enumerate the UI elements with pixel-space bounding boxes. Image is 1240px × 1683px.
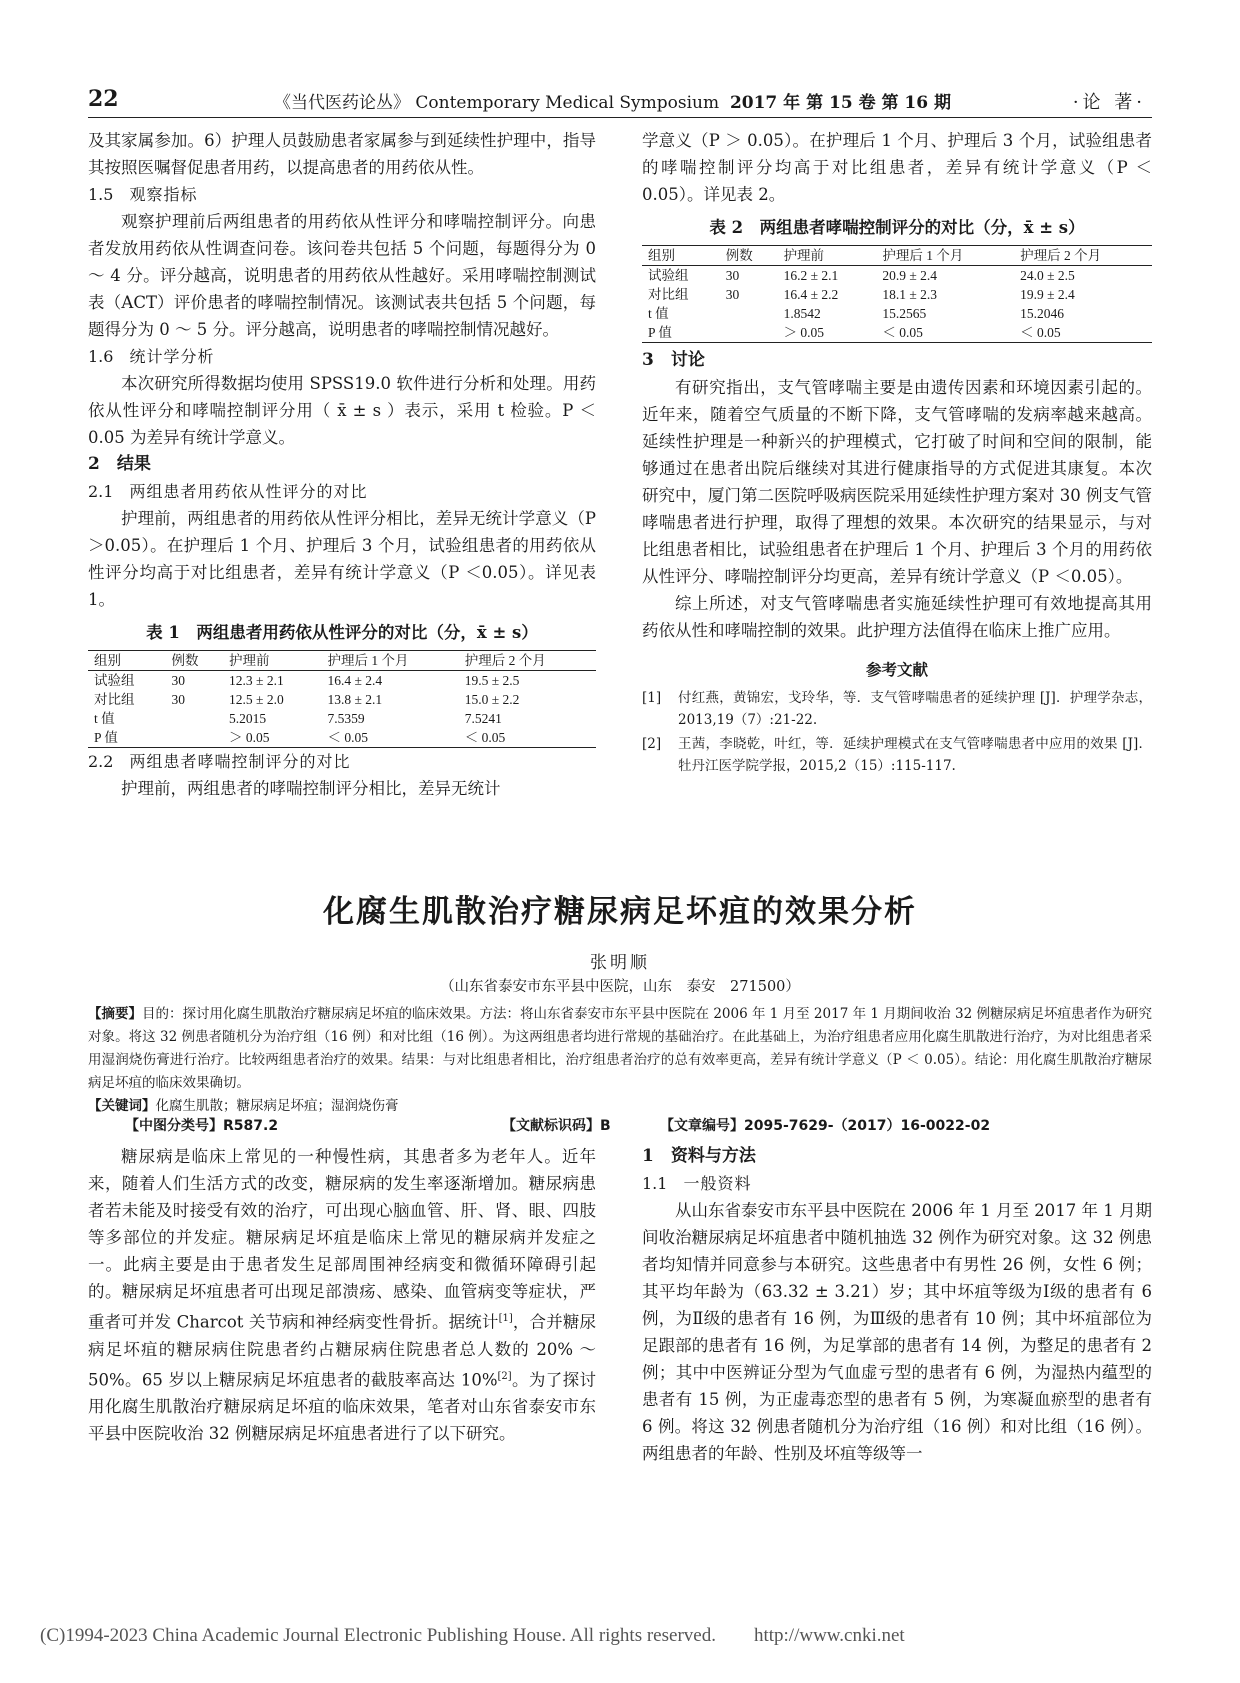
table-row: 试验组 30 12.3 ± 2.1 16.4 ± 2.4 19.5 ± 2.5 (94, 673, 520, 688)
article-author: 张明顺 (590, 953, 650, 973)
paragraph: 从山东省泰安市东平县中医院在 2006 年 1 月至 2017 年 1 月期间收治糖尿病足坏疽患者中随机抽选 32 例作为研究对象。这 32 例患者均知情并同意参与本研究。这些患者中有男性 26 例，女性 6 例；其平均年龄为（63.32 ± 3.21）岁；其中坏疽等级为Ⅰ级的患者有 6 例，为Ⅱ级的患者有 16 例，为Ⅲ级的患者有 10 例；其中坏疽部位为足跟部的患者有 16 例，为足掌部的患者有 14 例，为整足的患者有 2 例；其中中医辨证分型为气血虚亏型的患者有 6 例，为湿热内蕴型的患者有 15 例，为正虚毒恋型的患者有 5 例，为寒凝血瘀型的患者有 6 例。将这 32 例患者随机分为治疗组（16 例）和对比组（16 例）。两组患者的年龄、性别及坏疽等级等一 (642, 1201, 1152, 1463)
table-row: P 值 ＞ 0.05 ＜ 0.05 ＜ 0.05 (642, 323, 1152, 343)
section-heading-1-6: 1.6 统计学分析 (88, 347, 215, 366)
table2 (642, 245, 1152, 343)
header-rule (88, 117, 1152, 118)
section-heading-2: 2 结果 (88, 454, 151, 474)
issue-info: 2017 年 第 15 卷 第 16 期 (729, 93, 951, 113)
table-row: P 值 ＞ 0.05 ＜ 0.05 ＜ 0.05 (88, 728, 596, 748)
table-row: 对比组 30 12.5 ± 2.0 13.8 ± 2.1 15.0 ± 2.2 (94, 692, 520, 707)
section-heading-3: 3 讨论 (642, 350, 705, 370)
paragraph: 综上所述，对支气管哮喘患者实施延续性护理可有效地提高其用药依从性和哮喘控制的效果。此护理方法值得在临床上推广应用。 (642, 594, 1152, 640)
section-heading-2-1: 2.1 两组患者用药依从性评分的对比 (88, 482, 368, 501)
article-title: 化腐生肌散治疗糖尿病足坏疽的效果分析 (323, 894, 917, 930)
table-row: 对比组 30 16.4 ± 2.2 18.1 ± 2.3 19.9 ± 2.4 (648, 287, 1075, 302)
paragraph: 本次研究所得数据均使用 SPSS19.0 软件进行分析和处理。用药依从性评分和哮喘控制评分用（ x̄ ± s ）表示，采用 t 检验。P ＜ 0.05 为差异有统计学意义。 (88, 374, 596, 447)
right-column-bottom (642, 1143, 1152, 1467)
paragraph: 及其家属参加。6）护理人员鼓励患者家属参与到延续性护理中，指导其按照医嘱督促患者用药，以提高患者的用药依从性。 (88, 131, 596, 177)
table2-caption: 表 2 两组患者哮喘控制评分的对比（分，x̄ ± s） (709, 218, 1085, 237)
document-code: 【文献标识码】B (502, 1118, 611, 1134)
journal-name-en: Contemporary Medical Symposium (415, 93, 720, 113)
classification-number: 【中图分类号】R587.2 (125, 1118, 279, 1134)
table-row: t 值 5.2015 7.5359 7.5241 (94, 711, 502, 726)
copyright-footer: (C)1994-2023 China Academic Journal Electronic Publishing House. All rights reserved. http://www.cnki.net (40, 1625, 905, 1646)
journal-name-cn: 《当代医药论丛》 (274, 93, 410, 113)
paragraph: 糖尿病是临床上常见的一种慢性病，其患者多为老年人。近年来，随着人们生活方式的改变，糖尿病的发生率逐渐增加。糖尿病患者若未能及时接受有效的治疗，可出现心脑血管、肝、肾、眼、四肢等多部位的并发症。糖尿病足坏疽是临床上常见的糖尿病并发症之一。此病主要是由于患者发生足部周围神经病变和微循环障碍引起的。糖尿病足坏疽患者可出现足部溃疡、感染、血管病变等症状，严重者可并发 Charcot 关节病和神经病变性骨折。据统计[1]，合并糖尿病足坏疽的糖尿病住院患者约占糖尿病住院患者总人数的 20% ～ 50%。65 岁以上糖尿病足坏疽患者的截肢率高达 10%[2]。为了探讨用化腐生肌散治疗糖尿病足坏疽的临床效果，笔者对山东省泰安市东平县中医院收治 32 例糖尿病足坏疽患者进行了以下研究。 (88, 1147, 596, 1443)
table-header-row: 组别 例数 护理前 护理后 1 个月 护理后 2 个月 (88, 651, 596, 671)
abstract: 【摘要】目的：探讨用化腐生肌散治疗糖尿病足坏疽的临床效果。方法：将山东省泰安市东平县中医院在 2006 年 1 月至 2017 年 1 月期间收治 32 例糖尿病足坏疽患者作为研究对象。将这 32 例患者随机分为治疗组（16 例）和对比组（16 例）。为这两组患者均进行常规的基础治疗。在此基础上，为治疗组患者应用化腐生肌散进行治疗，为对比组患者采用湿润烧伤膏进行治疗。比较两组患者治疗的效果。结果：与对比组患者相比，治疗组患者治疗的总有效率更高，差异有统计学意义（P ＜ 0.05）。结论：用化腐生肌散治疗糖尿病足坏疽的临床效果确切。 (88, 1006, 1153, 1091)
paragraph: 观察护理前后两组患者的用药依从性评分和哮喘控制评分。向患者发放用药依从性调查问卷。该问卷共包括 5 个问题，每题得分为 0 ～ 4 分。评分越高，说明患者的用药依从性越好。采用哮喘控制测试表（ACT）评价患者的哮喘控制情况。该测试表共包括 5 个问题，每题得分为 0 ～ 5 分。评分越高，说明患者的哮喘控制情况越好。 (88, 212, 596, 339)
page-number: 22 (88, 86, 119, 112)
table1 (88, 650, 596, 748)
article-affiliation: （山东省泰安市东平县中医院，山东 泰安 271500） (440, 979, 800, 995)
section-heading-2-2: 2.2 两组患者哮喘控制评分的对比 (88, 752, 351, 771)
references-heading: 参考文献 (865, 660, 928, 679)
section-heading-1-1: 1.1 一般资料 (642, 1174, 752, 1193)
table-row: 试验组 30 16.2 ± 2.1 20.9 ± 2.4 24.0 ± 2.5 (648, 268, 1075, 283)
section-label: ·论 著· (1072, 92, 1146, 113)
paragraph: 护理前，两组患者的用药依从性评分相比，差异无统计学意义（P ＞0.05）。在护理后 1 个月、护理后 3 个月，试验组患者的用药依从性评分均高于对比组患者，差异有统计学意义（P ＜0.05）。详见表 1。 (88, 509, 596, 609)
right-column-top (642, 127, 1152, 779)
reference-item: [1] 付红燕，黄锦宏，戈玲华，等．支气管哮喘患者的延续护理 [J]．护理学杂志，2013,19（7）:21-22. (642, 690, 1152, 728)
article-number: 【文章编号】2095-7629-（2017）16-0022-02 (660, 1118, 991, 1134)
running-header (88, 86, 1152, 114)
section-heading-1: 1 资料与方法 (642, 1146, 756, 1166)
table-row: t 值 1.8542 15.2565 15.2046 (648, 306, 1065, 321)
keywords: 【关键词】化腐生肌散；糖尿病足坏疽；湿润烧伤膏 (88, 1098, 399, 1114)
paragraph: 有研究指出，支气管哮喘主要是由遗传因素和环境因素引起的。近年来，随着空气质量的不断下降，支气管哮喘的发病率越来越高。延续性护理是一种新兴的护理模式，它打破了时间和空间的限制，能够通过在患者出院后继续对其进行健康指导的方式促进其康复。本次研究中，厦门第二医院呼吸病医院采用延续性护理方案对 30 例支气管哮喘患者进行护理，取得了理想的效果。本次研究的结果显示，与对比组患者相比，试验组患者在护理后 1 个月、护理后 3 个月的用药依从性评分、哮喘控制评分均更高，差异有统计学意义（P ＜0.05）。 (642, 378, 1152, 586)
left-column-top (88, 127, 596, 802)
reference-item: [2] 王茜，李晓乾，叶红，等．延续护理模式在支气管哮喘患者中应用的效果 [J]．牡丹江医学院学报，2015,2（15）:115-117. (642, 736, 1152, 774)
paragraph: 学意义（P ＞ 0.05）。在护理后 1 个月、护理后 3 个月，试验组患者的哮喘控制评分均高于对比组患者，差异有统计学意义（P ＜ 0.05）。详见表 2。 (642, 131, 1152, 204)
paragraph: 护理前，两组患者的哮喘控制评分相比，差异无统计 (121, 779, 501, 798)
section-heading-1-5: 1.5 观察指标 (88, 185, 198, 204)
abstract-block (88, 1003, 1152, 1118)
journal-title (274, 88, 951, 113)
table-header-row: 组别 例数 护理前 护理后 1 个月 护理后 2 个月 (642, 246, 1152, 266)
table1-caption: 表 1 两组患者用药依从性评分的对比（分，x̄ ± s） (146, 623, 538, 642)
left-column-bottom (88, 1143, 596, 1447)
